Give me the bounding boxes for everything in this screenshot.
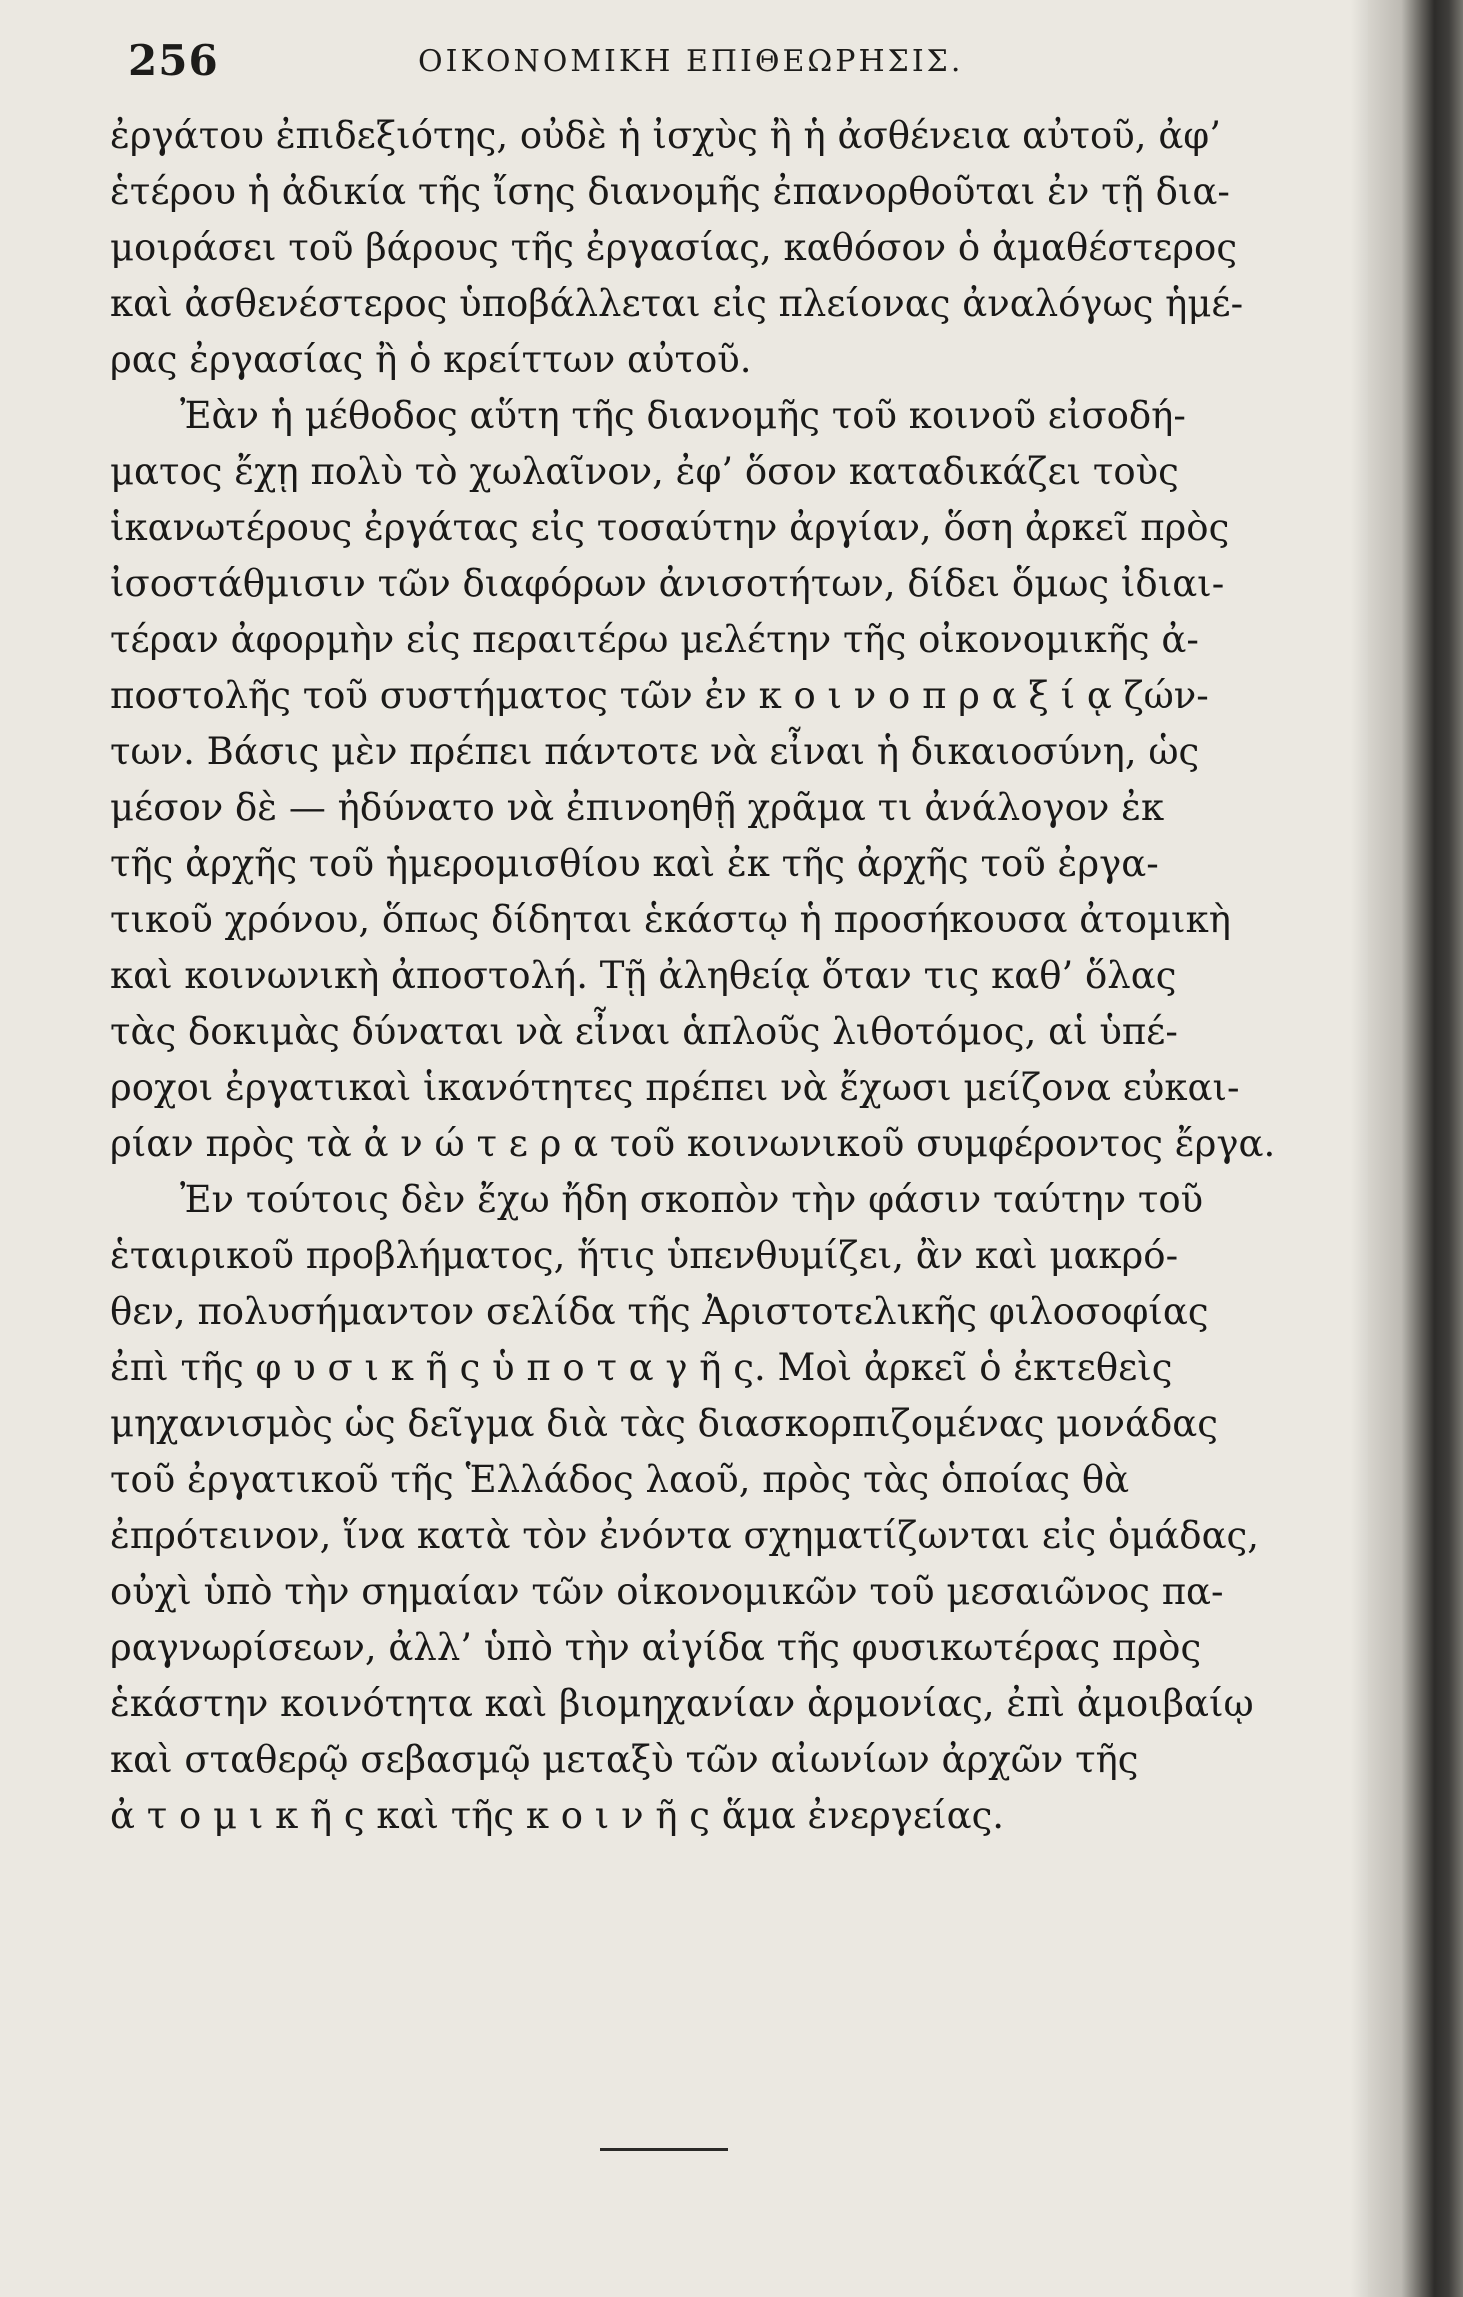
text-line: μηχανισμὸς ὡς δεῖγμα διὰ τὰς διασκορπιζομένας μονάδας	[110, 1402, 1218, 1445]
book-binding-edge	[1368, 0, 1463, 2297]
text-line: τῆς ἀρχῆς τοῦ ἡμερομισθίου καὶ ἐκ τῆς ἀρχῆς τοῦ ἐργα-	[110, 842, 1159, 885]
text-line: ραγνωρίσεων, ἀλλ’ ὑπὸ τὴν αἰγίδα τῆς φυσικωτέρας πρὸς	[110, 1626, 1202, 1669]
text-line: ρίαν πρὸς τὰ ἀ ν ώ τ ε ρ α τοῦ κοινωνικοῦ συμφέροντος ἔργα.	[110, 1122, 1276, 1165]
text-line: τικοῦ χρόνου, ὅπως δίδηται ἑκάστῳ ἡ προσήκουσα ἀτομικὴ	[110, 898, 1231, 941]
text-line: θεν, πολυσήμαντον σελίδα τῆς Ἀριστοτελικῆς φιλοσοφίας	[110, 1290, 1209, 1333]
text-line: καὶ κοινωνικὴ ἀποστολή. Τῇ ἀληθείᾳ ὅταν τις καθ’ ὅλας	[110, 954, 1177, 997]
text-line: καὶ σταθερῷ σεβασμῷ μεταξὺ τῶν αἰωνίων ἀρχῶν τῆς	[110, 1738, 1139, 1781]
text-line: ἐπὶ τῆς φ υ σ ι κ ῆ ς ὑ π ο τ α γ ῆ ς. Μοὶ ἀρκεῖ ὁ ἐκτεθεὶς	[110, 1346, 1173, 1389]
text-line: ἑταιρικοῦ προβλήματος, ἥτις ὑπενθυμίζει, ἂν καὶ μακρό-	[110, 1234, 1179, 1277]
text-line: μοιράσει τοῦ βάρους τῆς ἐργασίας, καθόσον ὁ ἀμαθέστερος	[110, 226, 1238, 269]
body-text	[110, 108, 1276, 1844]
section-end-rule	[600, 2148, 728, 2151]
text-line: ἐργάτου ἐπιδεξιότης, οὐδὲ ἡ ἰσχὺς ἢ ἡ ἀσθένεια αὐτοῦ, ἀφ’	[110, 114, 1221, 157]
text-line: τοῦ ἐργατικοῦ τῆς Ἑλλάδος λαοῦ, πρὸς τὰς ὁποίας θὰ	[110, 1458, 1130, 1501]
text-line: τέραν ἀφορμὴν εἰς περαιτέρω μελέτην τῆς οἰκονομικῆς ἀ-	[110, 618, 1199, 661]
text-line: ἰσοστάθμισιν τῶν διαφόρων ἀνισοτήτων, δίδει ὅμως ἰδιαι-	[110, 562, 1225, 605]
text-line: ποστολῆς τοῦ συστήματος τῶν ἐν κ ο ι ν ο π ρ α ξ ί ᾳ ζών-	[110, 674, 1209, 717]
text-line: μέσον δὲ — ἠδύνατο νὰ ἐπινοηθῇ χρᾶμα τι ἀνάλογον ἐκ	[110, 786, 1165, 829]
text-line: ἐπρότεινον, ἵνα κατὰ τὸν ἐνόντα σχηματίζωνται εἰς ὁμάδας,	[110, 1514, 1260, 1557]
text-line: ἑκάστην κοινότητα καὶ βιομηχανίαν ἁρμονίας, ἐπὶ ἀμοιβαίῳ	[110, 1682, 1254, 1725]
text-line: ἑτέρου ἡ ἀδικία τῆς ἴσης διανομῆς ἐπανορθοῦται ἐν τῇ δια-	[110, 170, 1230, 213]
text-line: καὶ ἀσθενέστερος ὑποβάλλεται εἰς πλείονας ἀναλόγως ἡμέ-	[110, 282, 1244, 325]
text-line: οὐχὶ ὑπὸ τὴν σημαίαν τῶν οἰκονομικῶν τοῦ μεσαιῶνος πα-	[110, 1570, 1224, 1613]
text-line: ροχοι ἐργατικαὶ ἱκανότητες πρέπει νὰ ἔχωσι μείζονα εὐκαι-	[110, 1066, 1240, 1109]
text-line: ρας ἐργασίας ἢ ὁ κρείττων αὐτοῦ.	[110, 338, 752, 381]
paragraph-start-line: Ἐὰν ἡ μέθοδος αὕτη τῆς διανομῆς τοῦ κοινοῦ εἰσοδή-	[180, 394, 1186, 437]
text-line: τὰς δοκιμὰς δύναται νὰ εἶναι ἁπλοῦς λιθοτόμος, αἱ ὑπέ-	[110, 1010, 1178, 1053]
text-line: των. Βάσις μὲν πρέπει πάντοτε νὰ εἶναι ἡ δικαιοσύνη, ὡς	[110, 730, 1200, 773]
page-header	[128, 36, 1238, 96]
text-line: ἀ τ ο μ ι κ ῆ ς καὶ τῆς κ ο ι ν ῆ ς ἅμα ἐνεργείας.	[110, 1794, 1005, 1837]
running-head: ΟΙΚΟΝΟΜΙΚΗ ΕΠΙΘΕΩΡΗΣΙΣ.	[418, 44, 964, 79]
paragraph-start-line: Ἐν τούτοις δὲν ἔχω ἤδη σκοπὸν τὴν φάσιν ταύτην τοῦ	[180, 1178, 1204, 1221]
text-line: ἱκανωτέρους ἐργάτας εἰς τοσαύτην ἀργίαν, ὅση ἀρκεῖ πρὸς	[110, 506, 1230, 549]
page-gutter-shadow	[1350, 0, 1368, 2297]
page-number: 256	[128, 36, 219, 85]
text-line: ματος ἔχῃ πολὺ τὸ χωλαῖνον, ἐφ’ ὅσον καταδικάζει τοὺς	[110, 450, 1179, 493]
